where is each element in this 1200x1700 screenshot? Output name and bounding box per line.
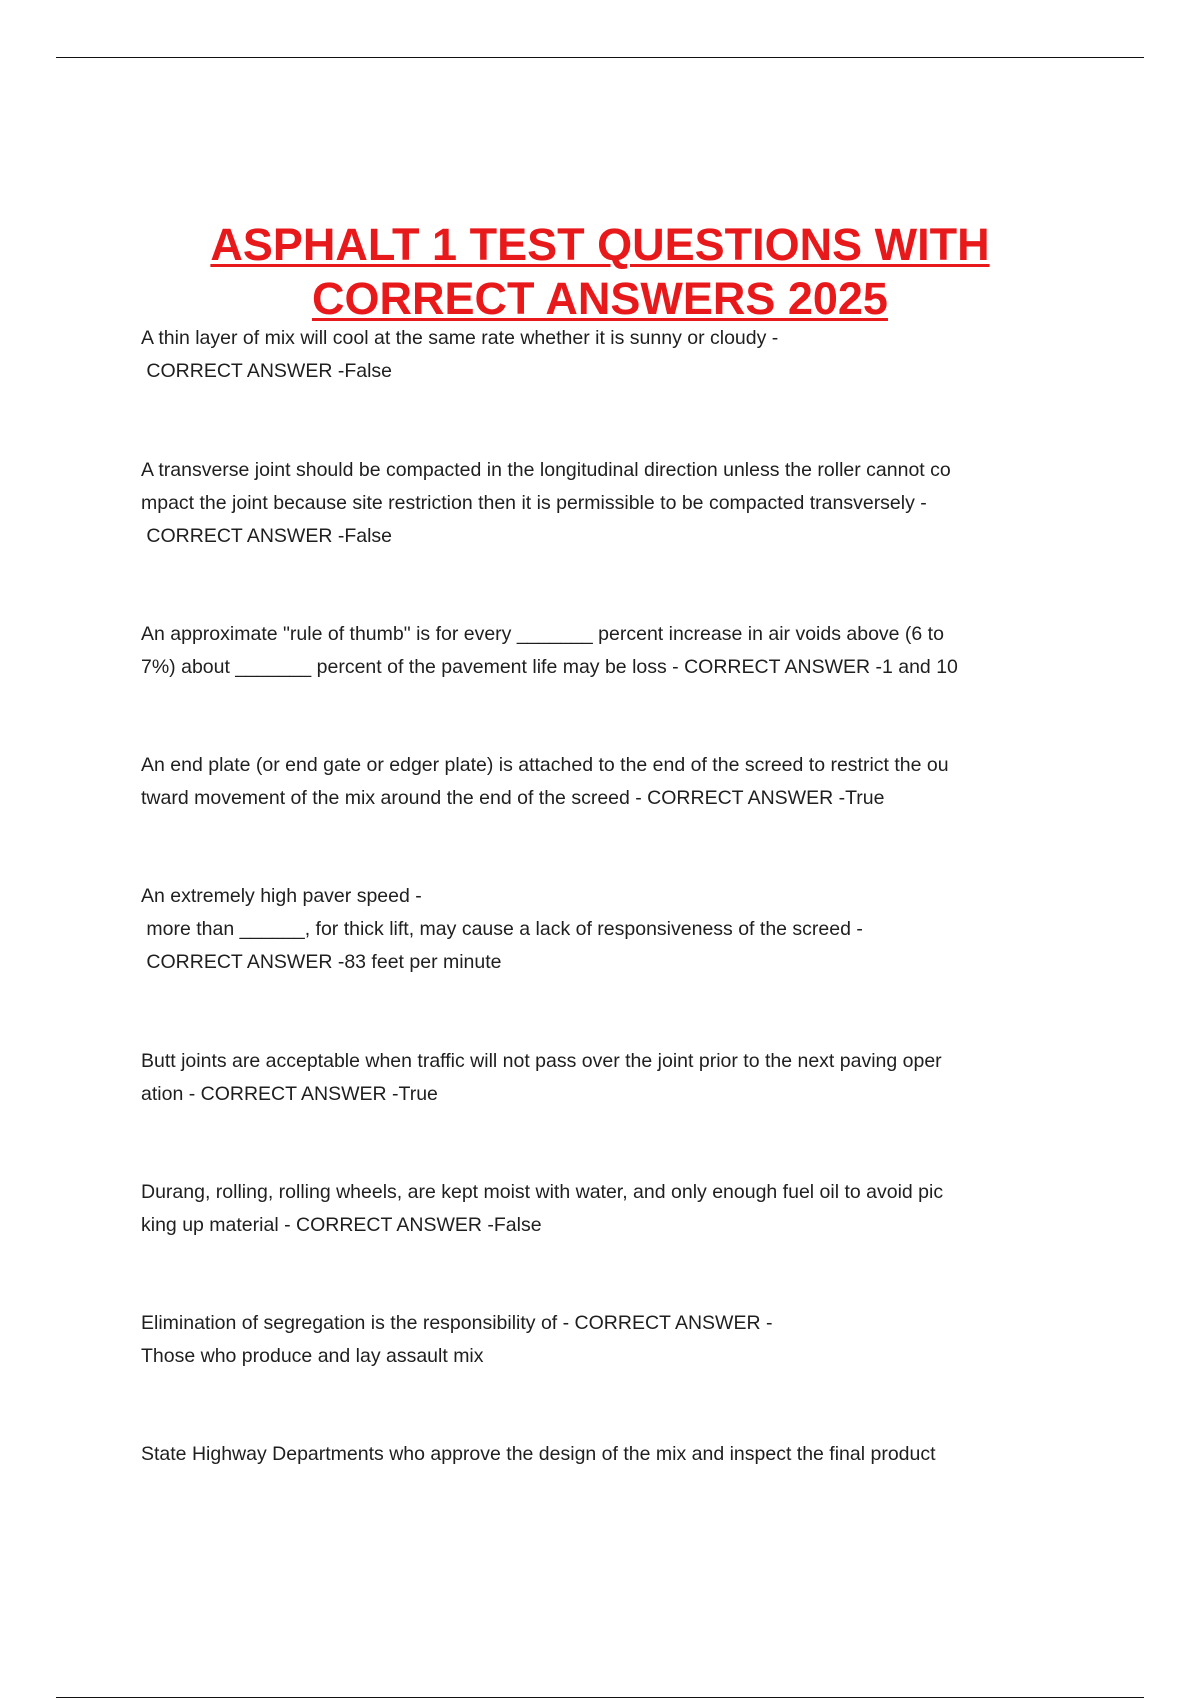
question-text-line: A thin layer of mix will cool at the same rate whether it is sunny or cloudy -: [141, 327, 779, 349]
question-item: [141, 1176, 1081, 1242]
question-text-line: Elimination of segregation is the responsibility of - CORRECT ANSWER -: [141, 1312, 773, 1334]
question-text-line: king up material - CORRECT ANSWER -False: [141, 1214, 542, 1236]
question-text-line: An end plate (or end gate or edger plate) is attached to the end of the screed to restrict the ou: [141, 754, 949, 776]
question-text-line: mpact the joint because site restriction then it is permissible to be compacted transversely -: [141, 492, 927, 514]
document-title: [0, 218, 1200, 326]
question-item: [141, 880, 1081, 979]
question-item: [141, 454, 1081, 553]
top-rule: [56, 57, 1144, 58]
question-text-line: An approximate "rule of thumb" is for every _______ percent increase in air voids above (6 to: [141, 623, 944, 645]
question-text-line: Those who produce and lay assault mix: [141, 1345, 484, 1367]
question-item: [141, 1307, 1081, 1373]
question-item: [141, 1438, 1081, 1471]
question-item: [141, 618, 1081, 684]
question-item: [141, 749, 1081, 815]
question-text-line: more than ______, for thick lift, may cause a lack of responsiveness of the screed -: [141, 918, 863, 940]
question-text-line: CORRECT ANSWER -False: [141, 525, 393, 547]
question-text-line: Durang, rolling, rolling wheels, are kept moist with water, and only enough fuel oil to avoid pic: [141, 1181, 944, 1203]
question-text-line: 7%) about _______ percent of the pavement life may be loss - CORRECT ANSWER -1 and 10: [141, 656, 958, 678]
question-text-line: CORRECT ANSWER -83 feet per minute: [141, 951, 502, 973]
question-text-line: Butt joints are acceptable when traffic will not pass over the joint prior to the next paving oper: [141, 1050, 942, 1072]
question-item: [141, 322, 1081, 388]
bottom-rule: [56, 1697, 1144, 1698]
question-text-line: An extremely high paver speed -: [141, 885, 422, 907]
title-line-2: CORRECT ANSWERS 2025: [312, 273, 888, 324]
title-line-1: ASPHALT 1 TEST QUESTIONS WITH: [210, 219, 990, 270]
question-text-line: tward movement of the mix around the end of the screed - CORRECT ANSWER -True: [141, 787, 885, 809]
question-text-line: CORRECT ANSWER -False: [141, 360, 393, 382]
question-text-line: A transverse joint should be compacted in the longitudinal direction unless the roller cannot co: [141, 459, 951, 481]
question-item: [141, 1045, 1081, 1111]
question-text-line: State Highway Departments who approve the design of the mix and inspect the final product: [141, 1443, 936, 1465]
question-text-line: ation - CORRECT ANSWER -True: [141, 1083, 438, 1105]
